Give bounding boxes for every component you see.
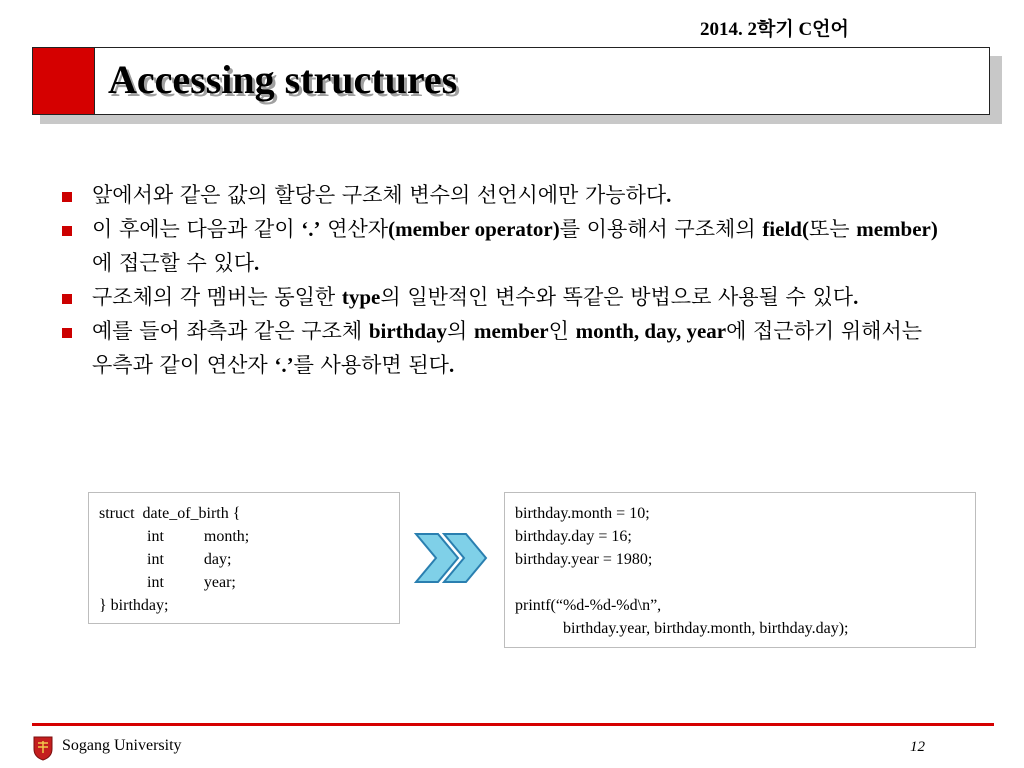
- bullet-bold-segment: member: [473, 319, 549, 343]
- bullet-segment: 구조체의 각 멤버는 동일한: [92, 285, 342, 309]
- square-bullet-icon: [62, 328, 72, 338]
- code-line: int year;: [99, 574, 236, 591]
- bullet-item: [60, 314, 940, 382]
- member-access-code-box: [504, 492, 976, 648]
- bullet-text: [92, 319, 922, 377]
- bullet-bold-segment: month, day, year: [575, 319, 727, 343]
- bullet-text: [92, 285, 858, 309]
- bullet-bold-segment: member): [856, 217, 938, 241]
- bullet-bold-segment: .: [853, 285, 859, 309]
- code-line: birthday.day = 16;: [515, 528, 632, 545]
- bullet-segment: 연산자: [320, 217, 389, 241]
- slide-title: Accessing structures: [108, 57, 458, 102]
- square-bullet-icon: [62, 226, 72, 236]
- bullet-segment: 예를 들어 좌측과 같은 구조체: [92, 319, 369, 343]
- bullet-segment: 의: [447, 319, 474, 343]
- code-line: int month;: [99, 528, 250, 545]
- bullet-text: [92, 183, 671, 207]
- code-line: [515, 571, 965, 594]
- bullet-bold-segment: .: [254, 251, 260, 275]
- code-line: birthday.year, birthday.month, birthday.day);: [515, 620, 849, 637]
- course-label: 2014. 2학기 C언어: [700, 19, 849, 40]
- square-bullet-icon: [62, 192, 72, 202]
- bullet-segment: 또는: [808, 217, 857, 241]
- university-shield-icon: [32, 735, 54, 761]
- bullet-segment: 에 접근할 수 있다: [92, 251, 255, 275]
- double-chevron-right-icon: [412, 532, 492, 584]
- bullet-segment: 를 이용해서 구조체의: [559, 217, 763, 241]
- bullet-text: [92, 217, 938, 275]
- footer-divider: [32, 723, 994, 726]
- bullet-segment: 의 일반적인 변수와 똑같은 방법으로 사용될 수 있다: [380, 285, 854, 309]
- bullet-bold-segment: type: [341, 285, 381, 309]
- bullet-bold-segment: ‘.’: [301, 217, 321, 241]
- bullet-bold-segment: .: [666, 183, 672, 207]
- code-line: struct date_of_birth {: [99, 505, 241, 522]
- code-line: birthday.year = 1980;: [515, 551, 653, 568]
- bullet-bold-segment: (member operator): [388, 217, 560, 241]
- bullet-segment: 에 접근하기 위해서는 우측과 같이 연산자: [92, 319, 923, 377]
- title-accent-block: [33, 48, 95, 114]
- bullet-bold-segment: birthday: [368, 319, 447, 343]
- bullet-bold-segment: ‘.’: [274, 353, 294, 377]
- bullet-item: [60, 212, 940, 280]
- bullet-item: [60, 280, 940, 314]
- title-bar: [32, 47, 990, 115]
- square-bullet-icon: [62, 294, 72, 304]
- page-number: 12: [910, 739, 925, 755]
- bullet-segment: 인: [548, 319, 576, 343]
- code-line: } birthday;: [99, 597, 169, 614]
- bullet-segment: 이 후에는 다음과 같이: [92, 217, 302, 241]
- code-line: birthday.month = 10;: [515, 505, 650, 522]
- bullet-bold-segment: .: [448, 353, 455, 377]
- bullet-segment: 를 사용하면 된다: [293, 353, 449, 377]
- bullet-bold-segment: field(: [762, 217, 809, 241]
- bullet-list: [60, 178, 940, 382]
- code-line: int day;: [99, 551, 232, 568]
- bullet-segment: 앞에서와 같은 값의 할당은 구조체 변수의 선언시에만 가능하다: [92, 183, 667, 207]
- footer-university: Sogang University: [62, 737, 182, 754]
- struct-definition-code-box: [88, 492, 400, 624]
- code-line: printf(“%d-%d-%d\n”,: [515, 597, 662, 614]
- bullet-item: [60, 178, 940, 212]
